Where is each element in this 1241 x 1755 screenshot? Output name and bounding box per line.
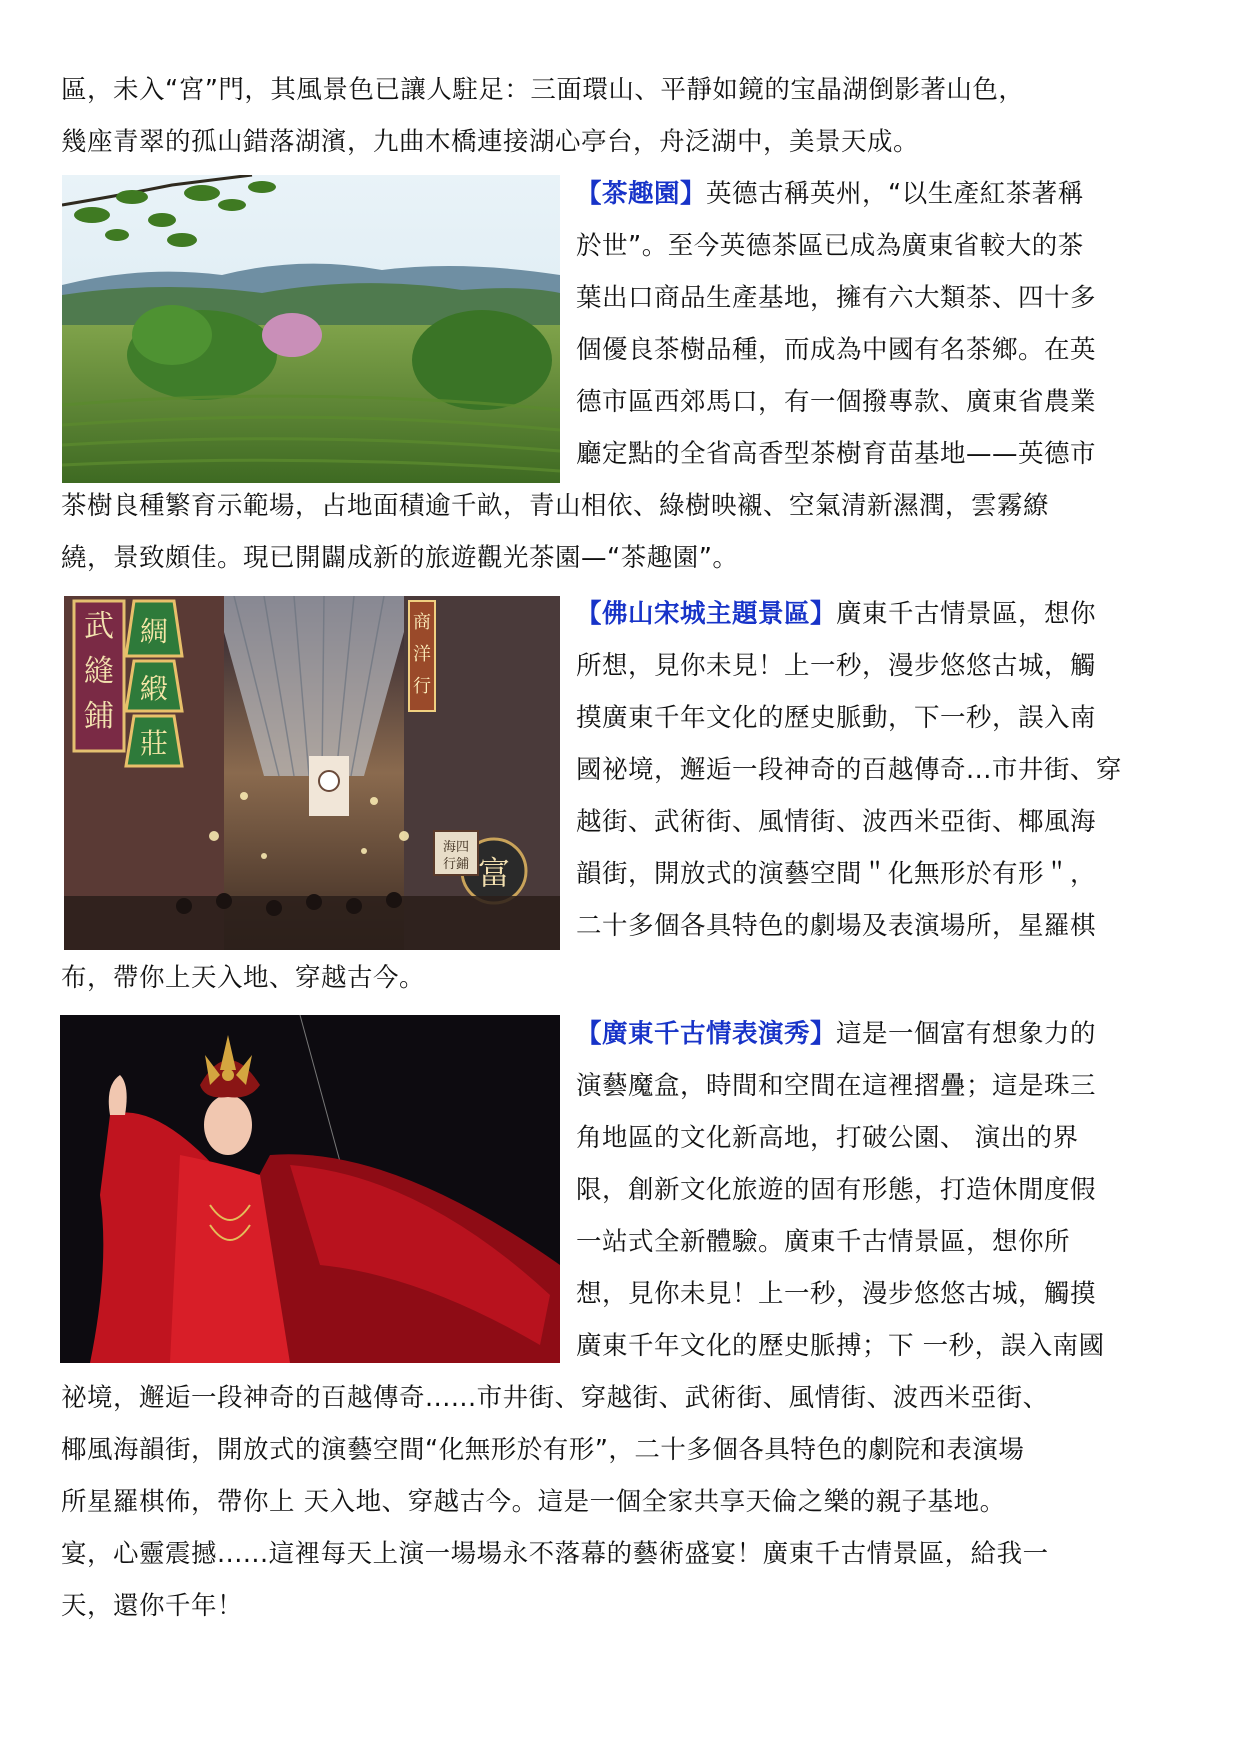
songcheng-line-1: 【佛山宋城主題景區】廣東千古情景區，想你 [576, 599, 1097, 629]
show-line-9: 椰風海韻街，開放式的演藝空間“化無形於有形”，二十多個各具特色的劇院和表演場 [61, 1435, 1025, 1465]
sign-char-10: 富 [477, 854, 511, 892]
songcheng-line-2: 所想，見你未見！上一秒，漫步悠悠古城，觸 [576, 651, 1097, 681]
tea-line-2: 於世”。至今英德茶區已成為廣東省較大的茶 [576, 231, 1084, 261]
tea-line-7: 茶樹良種繁育示範場，占地面積逾千畝，青山相依、綠樹映襯、空氣清新濕潤，雲霧繚 [61, 491, 1050, 521]
sign-char-5: 緞 [139, 672, 169, 705]
sign-char-1: 武 [84, 609, 114, 644]
show-line-12: 天，還你千年！ [61, 1591, 244, 1621]
tea-line-3: 葉出口商品生產基地，擁有六大類茶、四十多 [576, 283, 1097, 313]
show-line-1: 【廣東千古情表演秀】這是一個富有想象力的 [576, 1019, 1097, 1049]
tea-line-4: 個優良茶樹品種，而成為中國有名茶鄉。在英 [576, 335, 1097, 365]
songcheng-line-7: 二十多個各具特色的劇場及表演場所，星羅棋 [576, 911, 1097, 941]
songcheng-line-3: 摸廣東千年文化的歷史脈動，下一秒，誤入南 [576, 703, 1097, 733]
intro-line-1: 區，未入“宮”門，其風景色已讓人駐足：三面環山、平靜如鏡的宝晶湖倒影著山色， [61, 75, 1025, 105]
sign-char-7: 商 [413, 612, 431, 633]
songcheng-street-photo [64, 596, 560, 950]
tea-line-5: 德市區西郊馬口，有一個撥專款、廣東省農業 [576, 387, 1097, 417]
tea-line-6: 廳定點的全省高香型茶樹育苗基地——英德市 [576, 439, 1097, 469]
show-heading: 【廣東千古情表演秀】 [576, 1019, 837, 1049]
show-line-6: 想，見你未見！上一秒，漫步悠悠古城，觸摸 [576, 1279, 1097, 1309]
tea-line-8: 繞，景致頗佳。現已開闢成新的旅遊觀光茶園—“茶趣園”。 [61, 543, 739, 573]
show-line-8: 祕境，邂逅一段神奇的百越傳奇......市井街、穿越街、武術街、風情街、波西米亞街、 [61, 1383, 1049, 1413]
sign-char-12: 行鋪 [442, 857, 470, 872]
sign-char-4: 綢 [139, 615, 169, 648]
show-line-10: 所星羅棋佈，帶你上 天入地、穿越古今。這是一個全家共享天倫之樂的親子基地。 [61, 1487, 1006, 1517]
songcheng-heading: 【佛山宋城主題景區】 [576, 599, 837, 629]
songcheng-line-4: 國祕境，邂逅一段神奇的百越傳奇...市井街、穿 [576, 755, 1122, 785]
sign-char-8: 洋 [413, 644, 431, 665]
show-line-5: 一站式全新體驗。廣東千古情景區，想你所 [576, 1227, 1071, 1257]
show-line-11: 宴，心靈震撼......這裡每天上演一場場永不落幕的藝術盛宴！廣東千古情景區，給我一 [61, 1539, 1049, 1569]
sign-char-3: 鋪 [84, 699, 114, 734]
performance-show-photo [60, 1015, 560, 1363]
tea-heading: 【茶趣園】 [576, 179, 707, 209]
songcheng-line-5: 越街、武術街、風情街、波西米亞街、椰風海 [576, 807, 1097, 837]
show-line-4: 限，創新文化旅遊的固有形態，打造休閒度假 [576, 1175, 1097, 1205]
songcheng-line-8: 布，帶你上天入地、穿越古今。 [61, 963, 426, 993]
show-line-7: 廣東千年文化的歷史脈搏；下 一秒，誤入南國 [576, 1331, 1105, 1361]
sign-char-9: 行 [413, 676, 431, 697]
sign-char-6: 莊 [139, 727, 169, 760]
tea-garden-photo [62, 175, 560, 483]
sign-char-2: 縫 [84, 654, 114, 689]
sign-char-11: 海四 [442, 840, 470, 855]
songcheng-line-6: 韻街，開放式的演藝空間＂化無形於有形＂， [576, 859, 1097, 889]
show-line-3: 角地區的文化新高地，打破公園、 演出的界 [576, 1123, 1079, 1153]
show-line-2: 演藝魔盒，時間和空間在這裡摺疊；這是珠三 [576, 1071, 1097, 1101]
tea-line-1: 【茶趣園】英德古稱英州，“以生產紅茶著稱 [576, 179, 1084, 209]
intro-line-2: 幾座青翠的孤山錯落湖濱，九曲木橋連接湖心亭台，舟泛湖中，美景天成。 [61, 127, 920, 157]
